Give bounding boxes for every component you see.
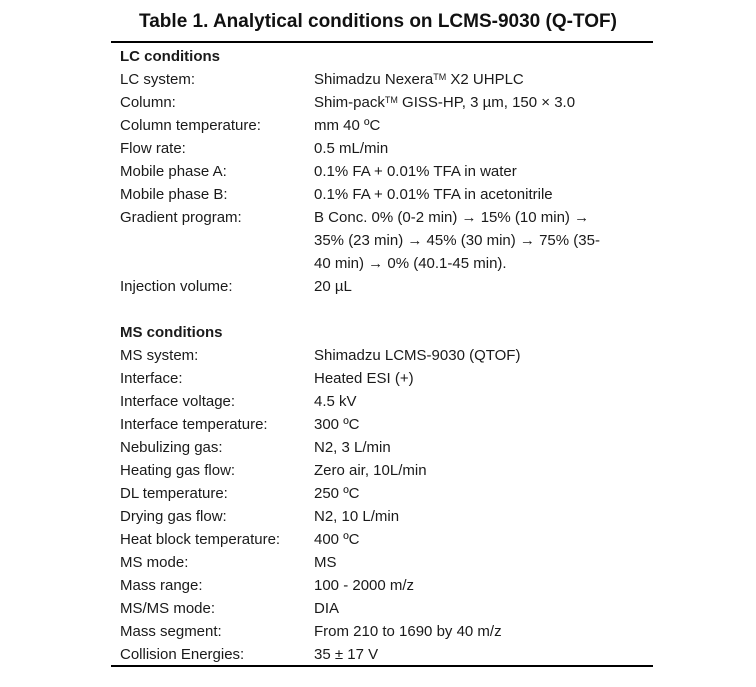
row-label: Mobile phase B: [120,186,228,203]
table-row-continuation [120,229,660,252]
row-label: Interface temperature: [120,416,268,433]
row-label: Heat block temperature: [120,531,281,548]
row-label: MS system: [120,347,199,364]
row-label: LC system: [120,71,196,88]
table-row [120,206,660,229]
row-value: MS [314,554,337,571]
row-label: Heating gas flow: [120,462,236,479]
row-value: 35% (23 min) → 45% (30 min) → 75% (35- [314,232,600,249]
row-value: Shimadzu LCMS-9030 (QTOF) [314,347,521,364]
row-value: N2, 10 L/min [314,508,400,525]
row-label: Nebulizing gas: [120,439,223,456]
row-label: Column: [120,94,176,111]
row-value: 100 - 2000 m/z [314,577,415,594]
row-value: DIA [314,600,340,617]
top-rule [111,41,653,43]
row-label: Injection volume: [120,278,233,295]
row-value: 250 ºC [314,485,360,502]
row-label: Mobile phase A: [120,163,227,180]
table-row [120,436,660,459]
table-row [120,68,660,91]
table-title: Table 1. Analytical conditions on LCMS-9030 (Q-TOF) [139,11,617,32]
row-label: Collision Energies: [120,646,245,663]
table-row [120,367,660,390]
row-value: N2, 3 L/min [314,439,391,456]
row-label: Flow rate: [120,140,186,157]
row-value: 4.5 kV [314,393,357,410]
table-row [120,643,660,666]
row-label: Drying gas flow: [120,508,227,525]
section-spacer [120,298,660,321]
row-value: 0.1% FA + 0.01% TFA in acetonitrile [314,186,553,203]
bottom-rule [111,665,653,667]
table-row [120,160,660,183]
row-value: Heated ESI (+) [314,370,414,387]
table-row [120,413,660,436]
table-row [120,597,660,620]
lc-heading-row [120,45,660,68]
table-row [120,505,660,528]
row-label: DL temperature: [120,485,228,502]
row-value: 20 µL [314,278,352,295]
table-row [120,114,660,137]
row-label: MS/MS mode: [120,600,216,617]
row-value: Shimadzu Nexera™ X2 UHPLC [314,71,524,88]
row-value: 300 ºC [314,416,360,433]
table-row-continuation [120,252,660,275]
row-value: 35 ± 17 V [314,646,379,663]
row-label: Column temperature: [120,117,261,134]
table-row [120,390,660,413]
table-row [120,183,660,206]
table-row [120,459,660,482]
ms-heading-row [120,321,660,344]
row-value: B Conc. 0% (0-2 min) → 15% (10 min) → [314,209,590,226]
row-label: Mass segment: [120,623,222,640]
table-row [120,551,660,574]
table-row [120,137,660,160]
table-row [120,528,660,551]
conditions-table [120,45,660,666]
table-row [120,574,660,597]
row-value: mm 40 ºC [314,117,381,134]
row-value: Zero air, 10L/min [314,462,427,479]
row-value: 0.1% FA + 0.01% TFA in water [314,163,517,180]
table-row [120,344,660,367]
row-value: 40 min) → 0% (40.1-45 min). [314,255,507,272]
row-label: Interface voltage: [120,393,236,410]
row-value: From 210 to 1690 by 40 m/z [314,623,502,640]
ms-rows [120,344,660,666]
row-value: 400 ºC [314,531,360,548]
ms-heading: MS conditions [120,324,223,341]
table-row [120,620,660,643]
row-label: MS mode: [120,554,189,571]
table-row [120,482,660,505]
row-label: Mass range: [120,577,203,594]
table-row [120,91,660,114]
row-label: Gradient program: [120,209,242,226]
lc-heading: LC conditions [120,48,220,65]
row-value: 0.5 mL/min [314,140,389,157]
row-label: Interface: [120,370,183,387]
table-row [120,275,660,298]
row-value: Shim-pack™ GISS-HP, 3 µm, 150 × 3.0 [314,94,576,111]
